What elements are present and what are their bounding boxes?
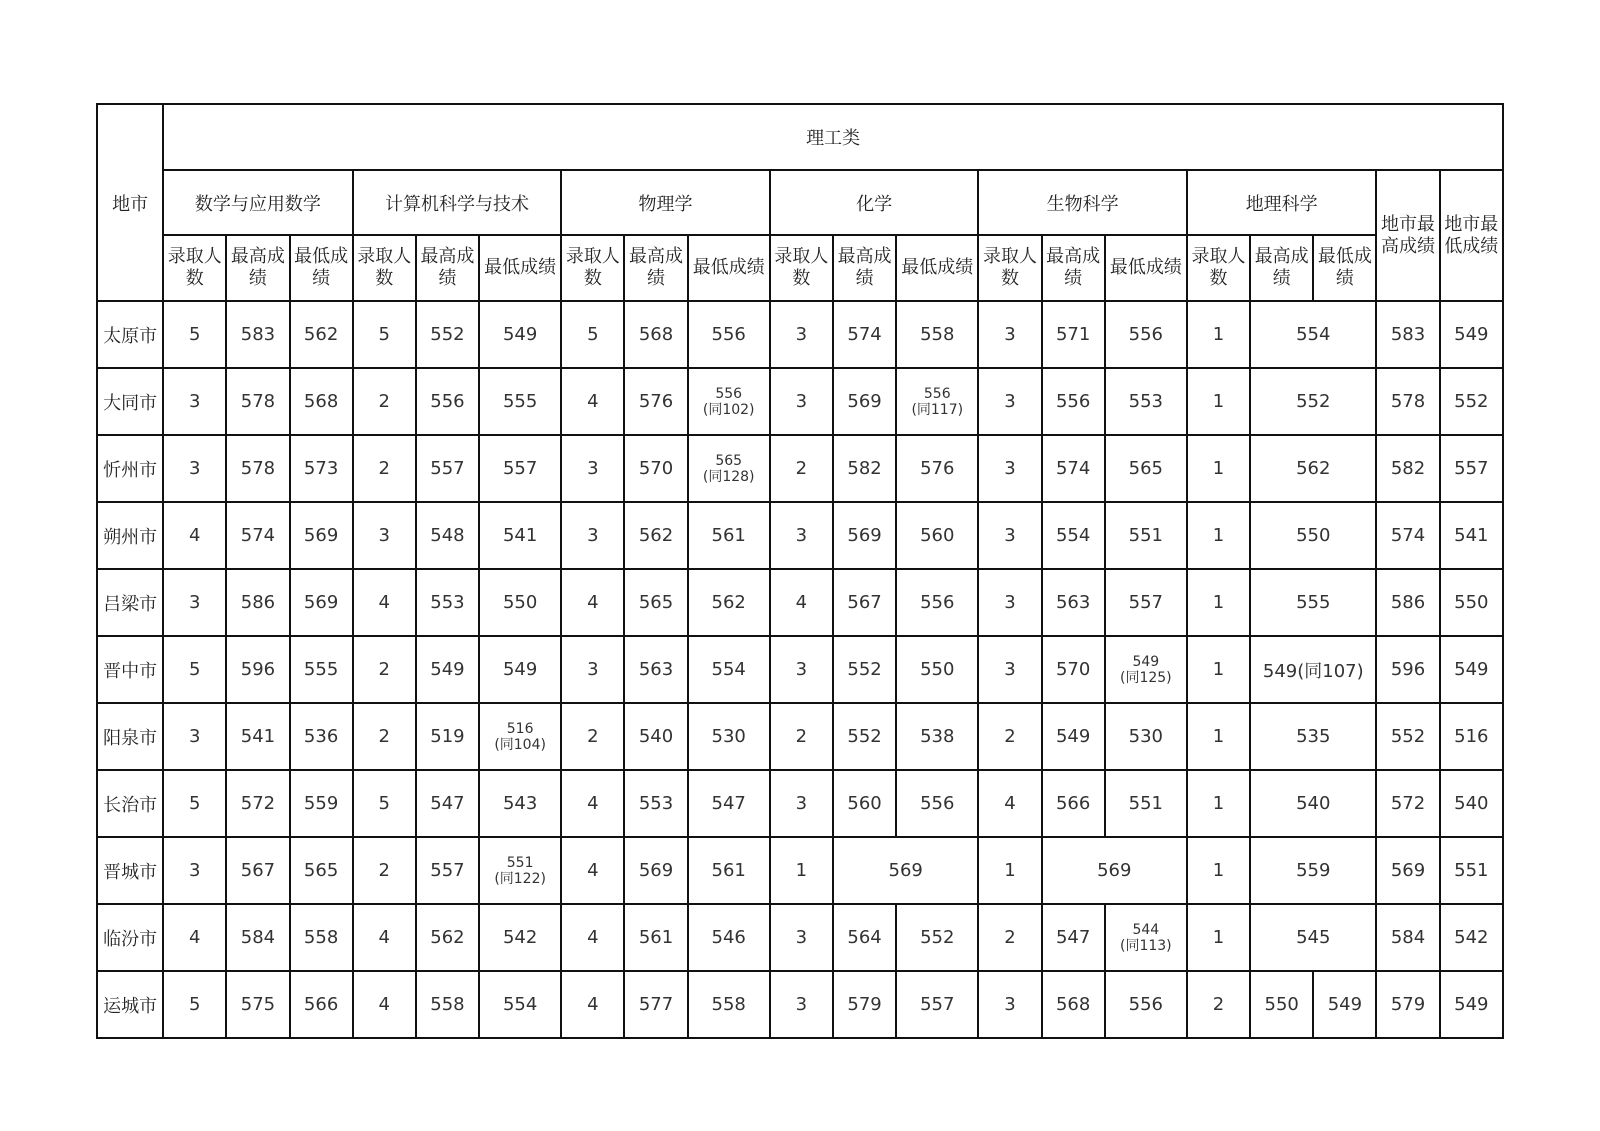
- admit-count-cell: 2: [353, 837, 416, 904]
- min-score-note: (同104): [494, 736, 546, 753]
- max-score-cell: 583: [226, 301, 289, 368]
- table-row: [97, 703, 1503, 770]
- region-header: 地市: [97, 104, 163, 301]
- city-min-cell: 552: [1440, 368, 1503, 435]
- col-max-header: 最高成绩: [226, 235, 289, 301]
- max-score-cell: 564: [833, 904, 896, 971]
- max-score-cell: 558: [416, 971, 479, 1038]
- min-score-cell: 550: [896, 636, 978, 703]
- city-min-cell: 541: [1440, 502, 1503, 569]
- admit-count-cell: 4: [561, 971, 624, 1038]
- merged-score-cell: 540: [1250, 770, 1376, 837]
- max-score-cell: 557: [416, 435, 479, 502]
- admit-count-cell: 4: [353, 904, 416, 971]
- city-min-cell: 542: [1440, 904, 1503, 971]
- col-max-header: 最高成绩: [624, 235, 687, 301]
- min-score-cell: 556: [1105, 301, 1187, 368]
- max-score-cell: 554: [1042, 502, 1105, 569]
- min-score-cell: 576: [896, 435, 978, 502]
- min-score-note: (同117): [911, 401, 964, 418]
- max-score-cell: 570: [1042, 636, 1105, 703]
- admit-count-cell: 3: [561, 502, 624, 569]
- city-max-cell: 578: [1376, 368, 1439, 435]
- max-score-cell: 569: [833, 368, 896, 435]
- city-min-cell: 540: [1440, 770, 1503, 837]
- min-score-cell: 546: [688, 904, 770, 971]
- max-score-cell: 568: [1042, 971, 1105, 1038]
- max-score-cell: 577: [624, 971, 687, 1038]
- min-score-cell: 569: [290, 502, 353, 569]
- min-score-cell: 538: [896, 703, 978, 770]
- table-row: [97, 636, 1503, 703]
- min-score-cell: 551: [1105, 770, 1187, 837]
- admit-count-cell: 1: [1187, 435, 1250, 502]
- max-score-cell: 519: [416, 703, 479, 770]
- table-row: [97, 770, 1503, 837]
- city-max-cell: 569: [1376, 837, 1439, 904]
- admit-count-cell: 3: [561, 636, 624, 703]
- max-score-cell: 586: [226, 569, 289, 636]
- max-score-cell: 547: [416, 770, 479, 837]
- major-header: 化学: [770, 170, 979, 235]
- max-score-cell: 567: [833, 569, 896, 636]
- admit-count-cell: 3: [770, 301, 833, 368]
- table-row: [97, 301, 1503, 368]
- min-score-cell: [479, 703, 561, 770]
- min-score-cell: 552: [896, 904, 978, 971]
- major-header: 生物科学: [978, 170, 1187, 235]
- city-name-cell: 临汾市: [97, 904, 163, 971]
- min-score-cell: 568: [290, 368, 353, 435]
- min-score-cell: 573: [290, 435, 353, 502]
- admit-count-cell: 3: [978, 636, 1041, 703]
- max-score-cell: 556: [1042, 368, 1105, 435]
- min-score-cell: 558: [290, 904, 353, 971]
- max-score-cell: 563: [1042, 569, 1105, 636]
- admit-count-cell: 3: [163, 435, 226, 502]
- max-score-cell: 553: [416, 569, 479, 636]
- city-name-cell: 长治市: [97, 770, 163, 837]
- max-score-cell: 553: [624, 770, 687, 837]
- max-score-cell: 579: [833, 971, 896, 1038]
- min-score-value: 556: [715, 385, 743, 402]
- col-count-header: 录取人数: [770, 235, 833, 301]
- min-score-cell: [1105, 904, 1187, 971]
- min-score-cell: 551: [1105, 502, 1187, 569]
- max-score-cell: 574: [226, 502, 289, 569]
- admit-count-cell: 5: [353, 770, 416, 837]
- city-name-cell: 大同市: [97, 368, 163, 435]
- col-min-header: 最低成绩: [1313, 235, 1376, 301]
- admit-count-cell: 1: [978, 837, 1041, 904]
- admit-count-cell: 3: [561, 435, 624, 502]
- col-max-header: 最高成绩: [1042, 235, 1105, 301]
- admit-count-cell: 2: [1187, 971, 1250, 1038]
- min-score-cell: 543: [479, 770, 561, 837]
- admit-count-cell: 4: [353, 971, 416, 1038]
- admit-count-cell: 3: [770, 770, 833, 837]
- merged-score-cell: 550: [1250, 502, 1376, 569]
- city-max-cell: 574: [1376, 502, 1439, 569]
- table-row: [97, 435, 1503, 502]
- min-score-cell: 549: [1313, 971, 1376, 1038]
- city-max-cell: 584: [1376, 904, 1439, 971]
- admit-count-cell: 3: [163, 703, 226, 770]
- max-score-cell: 576: [624, 368, 687, 435]
- admit-count-cell: 2: [353, 636, 416, 703]
- min-score-cell: 561: [688, 502, 770, 569]
- min-score-cell: 547: [688, 770, 770, 837]
- max-score-cell: 541: [226, 703, 289, 770]
- merged-score-cell: 569: [1042, 837, 1187, 904]
- min-score-cell: [1105, 636, 1187, 703]
- admit-count-cell: 2: [353, 368, 416, 435]
- city-max-cell: 596: [1376, 636, 1439, 703]
- max-score-cell: 566: [1042, 770, 1105, 837]
- max-score-cell: 582: [833, 435, 896, 502]
- admit-count-cell: 3: [163, 368, 226, 435]
- max-score-cell: 552: [833, 636, 896, 703]
- admit-count-cell: 3: [770, 971, 833, 1038]
- min-score-cell: 569: [290, 569, 353, 636]
- admit-count-cell: 1: [1187, 703, 1250, 770]
- min-score-cell: 541: [479, 502, 561, 569]
- max-score-cell: 567: [226, 837, 289, 904]
- admission-score-table: [96, 103, 1504, 1039]
- admit-count-cell: 5: [353, 301, 416, 368]
- table-row: [97, 837, 1503, 904]
- max-score-cell: 562: [624, 502, 687, 569]
- admit-count-cell: 1: [1187, 569, 1250, 636]
- min-score-cell: 556: [896, 569, 978, 636]
- max-score-cell: 569: [624, 837, 687, 904]
- admit-count-cell: 5: [163, 971, 226, 1038]
- min-score-cell: 549: [479, 636, 561, 703]
- major-header: 计算机科学与技术: [353, 170, 562, 235]
- city-name-cell: 运城市: [97, 971, 163, 1038]
- min-score-note: (同122): [494, 870, 546, 887]
- min-score-cell: 556: [896, 770, 978, 837]
- max-score-cell: 549: [1042, 703, 1105, 770]
- min-score-cell: 561: [688, 837, 770, 904]
- admit-count-cell: 3: [978, 502, 1041, 569]
- admit-count-cell: 4: [163, 904, 226, 971]
- min-score-cell: 555: [290, 636, 353, 703]
- col-min-header: 最低成绩: [290, 235, 353, 301]
- max-score-cell: 561: [624, 904, 687, 971]
- major-header: 物理学: [561, 170, 770, 235]
- max-score-cell: 540: [624, 703, 687, 770]
- min-score-cell: 558: [688, 971, 770, 1038]
- admit-count-cell: 1: [1187, 368, 1250, 435]
- city-max-cell: 586: [1376, 569, 1439, 636]
- max-score-cell: 560: [833, 770, 896, 837]
- city-min-cell: 549: [1440, 971, 1503, 1038]
- max-score-cell: 568: [624, 301, 687, 368]
- min-score-cell: 530: [688, 703, 770, 770]
- admit-count-cell: 4: [163, 502, 226, 569]
- min-score-cell: 562: [290, 301, 353, 368]
- max-score-cell: 552: [833, 703, 896, 770]
- admit-count-cell: 3: [770, 368, 833, 435]
- admit-count-cell: 2: [770, 703, 833, 770]
- admit-count-cell: 4: [353, 569, 416, 636]
- min-score-cell: 557: [1105, 569, 1187, 636]
- city-min-header: 地市最低成绩: [1440, 170, 1503, 301]
- min-score-value: 549: [1132, 653, 1160, 670]
- min-score-cell: 553: [1105, 368, 1187, 435]
- city-name-cell: 忻州市: [97, 435, 163, 502]
- city-max-cell: 582: [1376, 435, 1439, 502]
- col-count-header: 录取人数: [561, 235, 624, 301]
- admit-count-cell: 4: [561, 837, 624, 904]
- category-header: 理工类: [163, 104, 1503, 170]
- city-max-cell: 579: [1376, 971, 1439, 1038]
- col-max-header: 最高成绩: [1250, 235, 1313, 301]
- table-row: [97, 569, 1503, 636]
- max-score-cell: 584: [226, 904, 289, 971]
- max-score-cell: 548: [416, 502, 479, 569]
- max-score-cell: 552: [416, 301, 479, 368]
- col-max-header: 最高成绩: [833, 235, 896, 301]
- max-score-cell: 569: [833, 502, 896, 569]
- admit-count-cell: 5: [163, 301, 226, 368]
- admit-count-cell: 3: [978, 301, 1041, 368]
- admit-count-cell: 1: [1187, 636, 1250, 703]
- max-score-cell: 572: [226, 770, 289, 837]
- max-score-cell: 596: [226, 636, 289, 703]
- max-score-cell: 550: [1250, 971, 1313, 1038]
- min-score-note: (同128): [702, 468, 755, 485]
- city-min-cell: 557: [1440, 435, 1503, 502]
- max-score-cell: 574: [833, 301, 896, 368]
- min-score-value: 516: [506, 720, 534, 737]
- min-score-cell: 558: [896, 301, 978, 368]
- min-score-cell: 565: [1105, 435, 1187, 502]
- admit-count-cell: 1: [1187, 770, 1250, 837]
- min-score-cell: 560: [896, 502, 978, 569]
- min-score-cell: 556: [688, 301, 770, 368]
- min-score-note: (同125): [1120, 669, 1172, 686]
- table-row: [97, 502, 1503, 569]
- city-name-cell: 晋城市: [97, 837, 163, 904]
- admit-count-cell: 3: [978, 368, 1041, 435]
- max-score-cell: 565: [624, 569, 687, 636]
- min-score-cell: 542: [479, 904, 561, 971]
- city-name-cell: 朔州市: [97, 502, 163, 569]
- merged-score-cell: 552: [1250, 368, 1376, 435]
- min-score-cell: 555: [479, 368, 561, 435]
- col-min-header: 最低成绩: [688, 235, 770, 301]
- min-score-value: 551: [506, 854, 534, 871]
- min-score-cell: [479, 837, 561, 904]
- city-min-cell: 516: [1440, 703, 1503, 770]
- min-score-cell: 566: [290, 971, 353, 1038]
- max-score-cell: 549: [416, 636, 479, 703]
- admit-count-cell: 4: [978, 770, 1041, 837]
- city-min-cell: 550: [1440, 569, 1503, 636]
- admit-count-cell: 1: [1187, 837, 1250, 904]
- col-min-header: 最低成绩: [479, 235, 561, 301]
- admit-count-cell: 2: [353, 435, 416, 502]
- admit-count-cell: 2: [978, 703, 1041, 770]
- admit-count-cell: 3: [978, 569, 1041, 636]
- max-score-cell: 578: [226, 435, 289, 502]
- city-max-cell: 583: [1376, 301, 1439, 368]
- city-max-cell: 572: [1376, 770, 1439, 837]
- min-score-value: 556: [923, 385, 951, 402]
- admit-count-cell: 3: [770, 636, 833, 703]
- col-count-header: 录取人数: [163, 235, 226, 301]
- major-header: 地理科学: [1187, 170, 1377, 235]
- merged-score-cell: 555: [1250, 569, 1376, 636]
- admit-count-cell: 3: [770, 502, 833, 569]
- min-score-cell: 536: [290, 703, 353, 770]
- max-score-cell: 574: [1042, 435, 1105, 502]
- max-score-cell: 570: [624, 435, 687, 502]
- min-score-cell: 562: [688, 569, 770, 636]
- max-score-cell: 571: [1042, 301, 1105, 368]
- min-score-cell: [896, 368, 978, 435]
- min-score-cell: 530: [1105, 703, 1187, 770]
- admit-count-cell: 3: [163, 569, 226, 636]
- max-score-cell: 547: [1042, 904, 1105, 971]
- max-score-cell: 557: [416, 837, 479, 904]
- col-min-header: 最低成绩: [1105, 235, 1187, 301]
- merged-score-cell: 559: [1250, 837, 1376, 904]
- admit-count-cell: 2: [561, 703, 624, 770]
- merged-score-cell: 545: [1250, 904, 1376, 971]
- admit-count-cell: 1: [1187, 904, 1250, 971]
- admit-count-cell: 1: [770, 837, 833, 904]
- min-score-cell: 550: [479, 569, 561, 636]
- min-score-cell: 557: [479, 435, 561, 502]
- admit-count-cell: 3: [978, 971, 1041, 1038]
- admit-count-cell: 2: [978, 904, 1041, 971]
- min-score-cell: 554: [688, 636, 770, 703]
- min-score-cell: 554: [479, 971, 561, 1038]
- city-max-header: 地市最高成绩: [1376, 170, 1439, 301]
- min-score-cell: 557: [896, 971, 978, 1038]
- admit-count-cell: 4: [561, 569, 624, 636]
- table-row: [97, 368, 1503, 435]
- min-score-value: 544: [1132, 921, 1160, 938]
- max-score-cell: 563: [624, 636, 687, 703]
- admit-count-cell: 4: [561, 368, 624, 435]
- merged-score-cell: 569: [833, 837, 978, 904]
- min-score-cell: [688, 368, 770, 435]
- col-max-header: 最高成绩: [416, 235, 479, 301]
- min-score-cell: 549: [479, 301, 561, 368]
- city-min-cell: 549: [1440, 301, 1503, 368]
- merged-score-cell: 562: [1250, 435, 1376, 502]
- city-min-cell: 549: [1440, 636, 1503, 703]
- admit-count-cell: 1: [1187, 301, 1250, 368]
- city-min-cell: 551: [1440, 837, 1503, 904]
- admit-count-cell: 4: [561, 770, 624, 837]
- table-row: [97, 971, 1503, 1038]
- admit-count-cell: 5: [163, 770, 226, 837]
- merged-score-cell: 535: [1250, 703, 1376, 770]
- admit-count-cell: 3: [163, 837, 226, 904]
- col-min-header: 最低成绩: [896, 235, 978, 301]
- city-name-cell: 阳泉市: [97, 703, 163, 770]
- admit-count-cell: 3: [770, 904, 833, 971]
- min-score-note: (同113): [1120, 937, 1172, 954]
- col-count-header: 录取人数: [1187, 235, 1250, 301]
- max-score-cell: 578: [226, 368, 289, 435]
- min-score-cell: 565: [290, 837, 353, 904]
- admit-count-cell: 3: [353, 502, 416, 569]
- city-max-cell: 552: [1376, 703, 1439, 770]
- col-count-header: 录取人数: [353, 235, 416, 301]
- min-score-note: (同102): [702, 401, 755, 418]
- table-row: [97, 904, 1503, 971]
- city-name-cell: 晋中市: [97, 636, 163, 703]
- city-name-cell: 太原市: [97, 301, 163, 368]
- col-count-header: 录取人数: [978, 235, 1041, 301]
- merged-score-cell: 554: [1250, 301, 1376, 368]
- major-header: 数学与应用数学: [163, 170, 353, 235]
- admit-count-cell: 5: [163, 636, 226, 703]
- admit-count-cell: 2: [770, 435, 833, 502]
- admit-count-cell: 1: [1187, 502, 1250, 569]
- admit-count-cell: 4: [561, 904, 624, 971]
- admit-count-cell: 2: [353, 703, 416, 770]
- max-score-cell: 556: [416, 368, 479, 435]
- min-score-value: 565: [715, 452, 743, 469]
- min-score-cell: 559: [290, 770, 353, 837]
- max-score-cell: 562: [416, 904, 479, 971]
- merged-score-cell: 549(同107): [1250, 636, 1376, 703]
- max-score-cell: 575: [226, 971, 289, 1038]
- min-score-cell: 556: [1105, 971, 1187, 1038]
- min-score-cell: [688, 435, 770, 502]
- admit-count-cell: 5: [561, 301, 624, 368]
- city-name-cell: 吕梁市: [97, 569, 163, 636]
- admit-count-cell: 4: [770, 569, 833, 636]
- admit-count-cell: 3: [978, 435, 1041, 502]
